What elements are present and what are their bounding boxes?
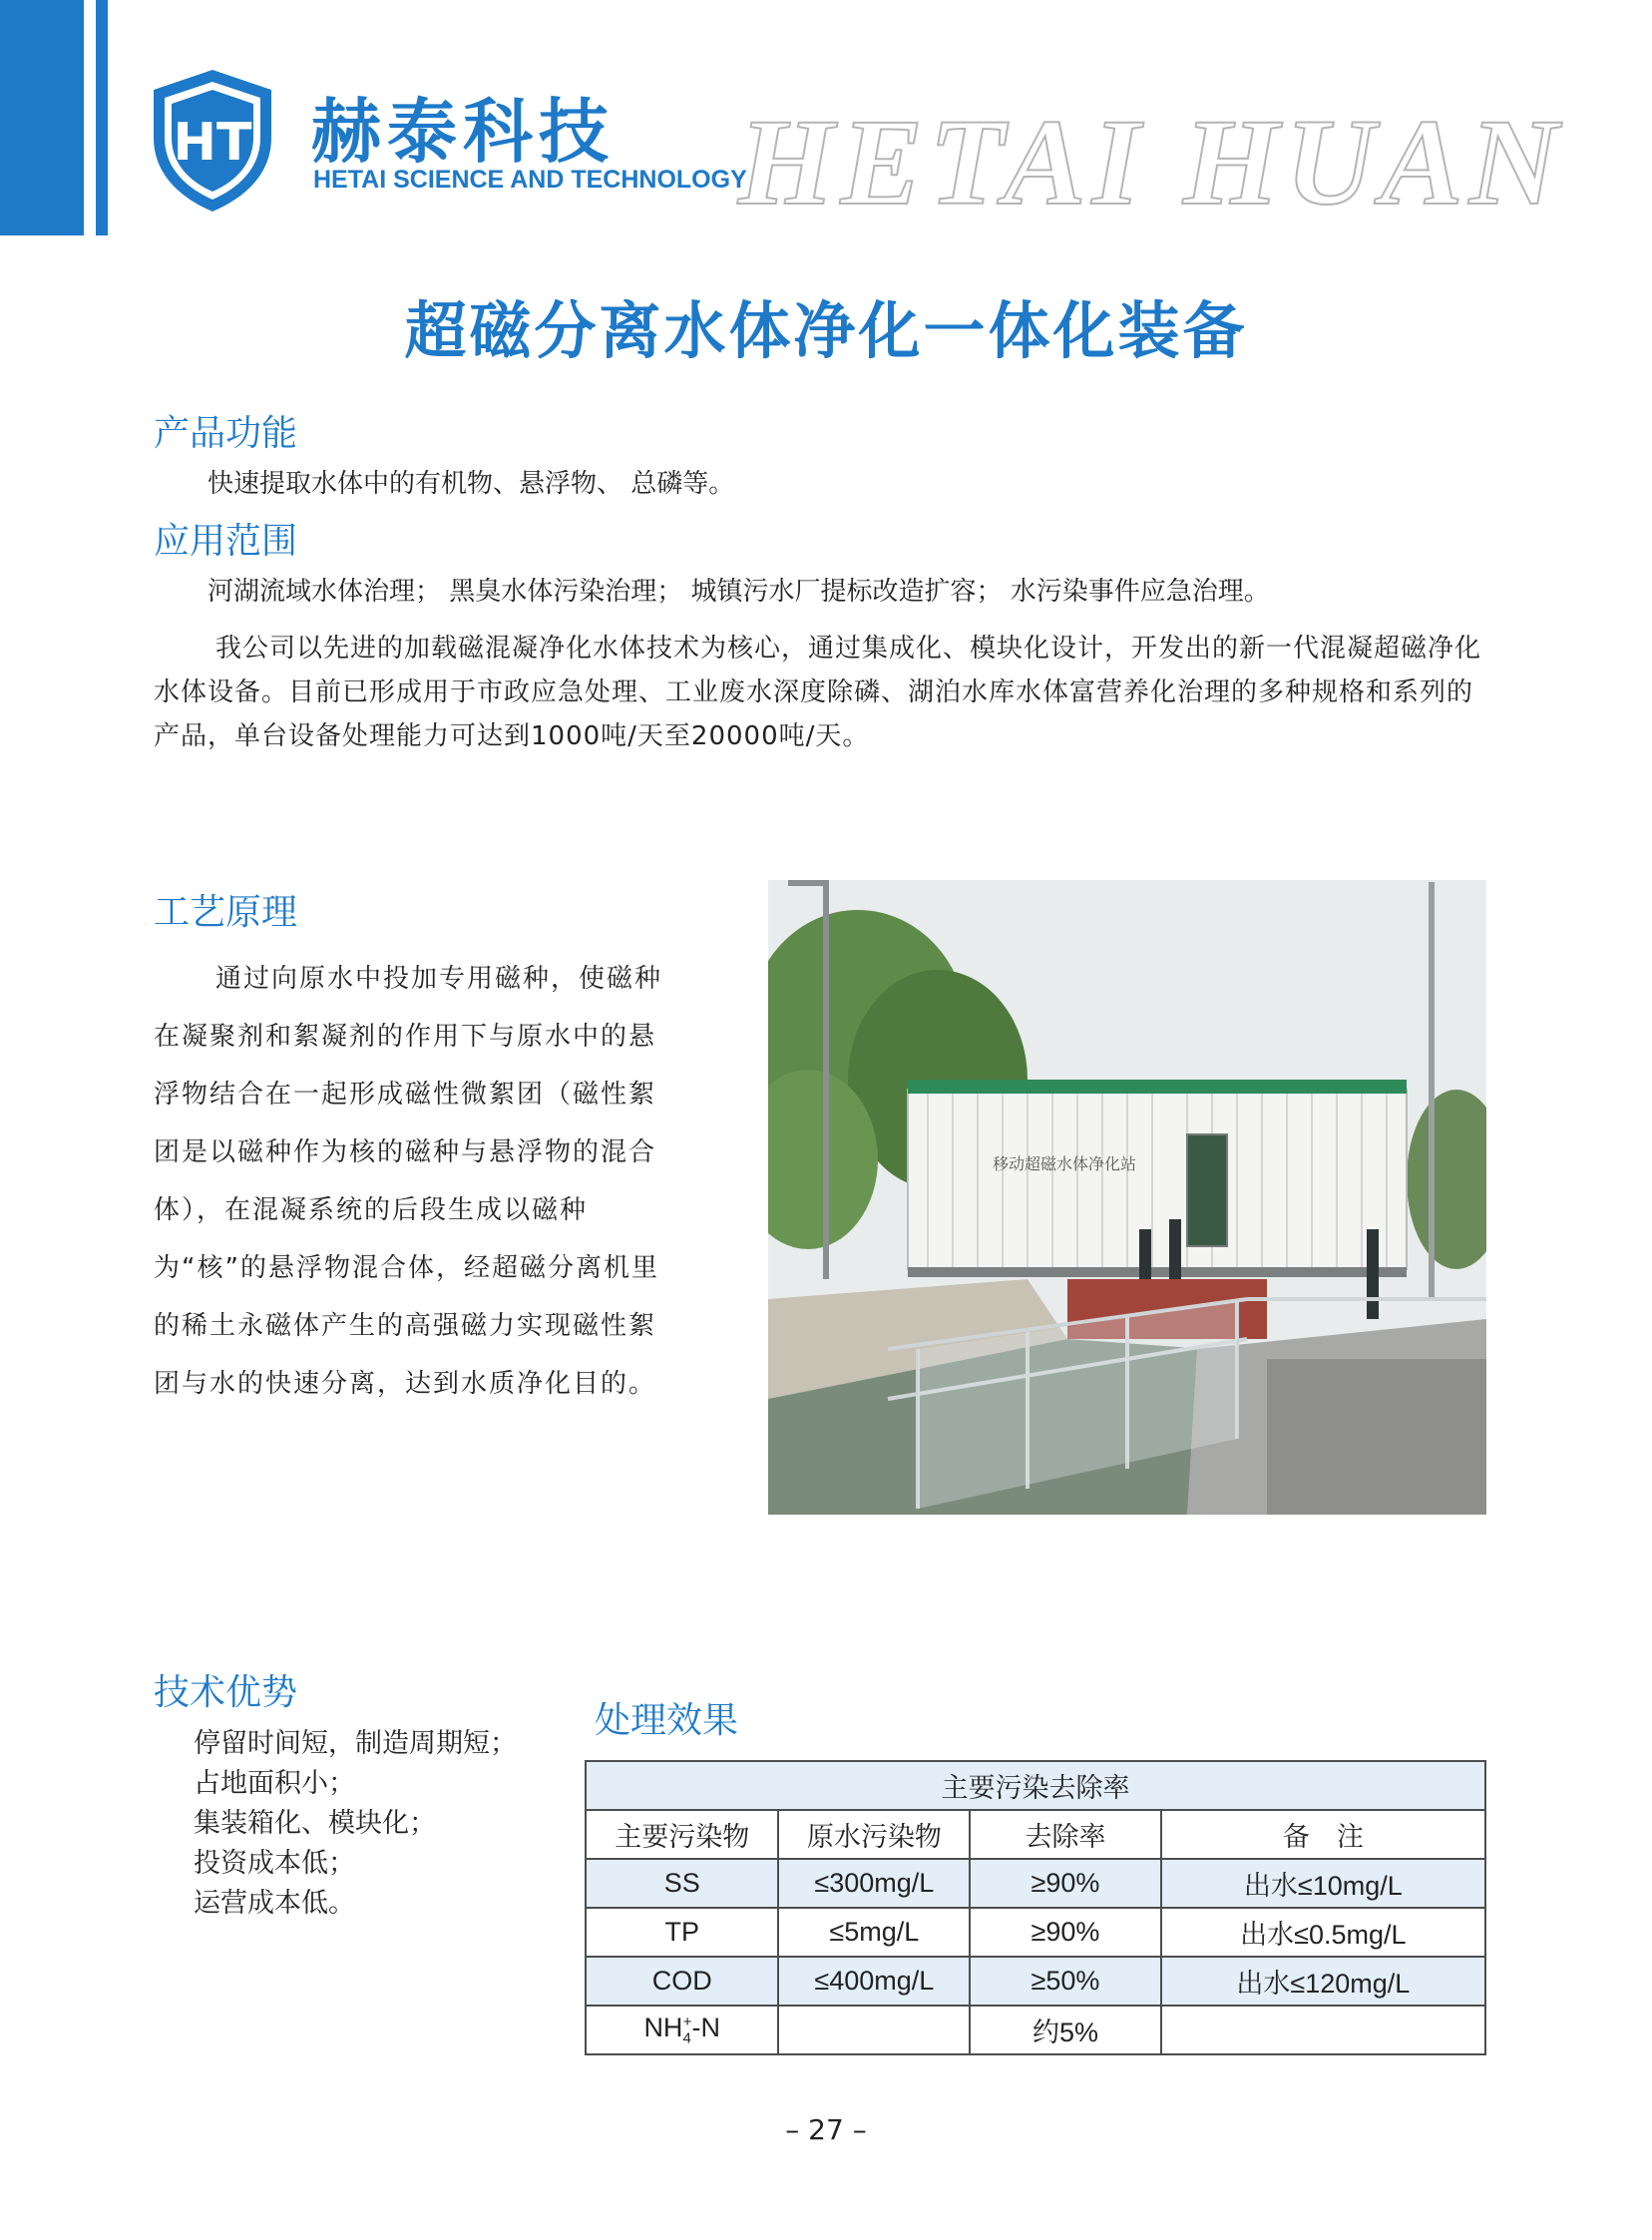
- list-item: 停留时间短，制造周期短；: [194, 1728, 517, 1759]
- function-heading: 产品功能: [154, 413, 298, 454]
- table-cell: 约5%: [970, 2006, 1161, 2054]
- advantages-heading: 技术优势: [154, 1672, 298, 1713]
- list-item: 运营成本低。: [194, 1888, 355, 1919]
- equipment-photo: [768, 880, 1486, 1515]
- process-heading: 工艺原理: [154, 892, 298, 933]
- process-paragraph: 通过向原水中投加专用磁种，使磁种在凝聚剂和絮凝剂的作用下与原水中的悬浮物结合在一起形成磁性微絮团（磁性絮团是以磁种作为核的磁种与悬浮物的混合体），在混凝系统的后段生成以磁种为“核”的悬浮物混合体，经超磁分离机里的稀土永磁体产生的高强磁力实现磁性絮团与水的快速分离，达到水质净化目的。: [154, 964, 663, 1399]
- table-cell: ≤400mg/L: [778, 1957, 970, 2006]
- pollutant-tail: -N: [691, 2013, 721, 2043]
- table-cell: ≤5mg/L: [778, 1908, 970, 1957]
- pollutant-superscript: +: [682, 2014, 692, 2031]
- table-cell: [1161, 2006, 1485, 2054]
- table-cell: 出水≤120mg/L: [1161, 1957, 1485, 2006]
- column-header: 去除率: [970, 1810, 1161, 1859]
- table-cell: [778, 2006, 970, 2054]
- list-item: 占地面积小；: [194, 1768, 355, 1799]
- brand-name-cn: 赫泰科技: [311, 91, 615, 173]
- logo-letters: HT: [173, 113, 252, 173]
- list-item: 投资成本低；: [194, 1848, 355, 1879]
- pollutant-subscript: 4: [682, 2029, 691, 2047]
- table-cell: COD: [586, 1957, 778, 2006]
- pollutant-base: NH: [643, 2013, 683, 2043]
- advantages-list: [194, 1724, 517, 1924]
- column-header: 原水污染物: [778, 1810, 970, 1859]
- table-cell: SS: [586, 1859, 778, 1908]
- intro-paragraph: 我公司以先进的加载磁混凝净化水体技术为核心，通过集成化、模块化设计，开发出的新一代混凝超磁净化水体设备。目前已形成用于市政应急处理、工业废水深度除磷、湖泊水库水体富营养化治理的多种规格和系列的产品，单台设备处理能力可达到1000吨/天至20000吨/天。: [154, 634, 1482, 751]
- table-title-row: [586, 1761, 1485, 1810]
- table-cell: ≥50%: [970, 1957, 1161, 2006]
- application-heading: 应用范围: [154, 521, 298, 562]
- results-table: [585, 1760, 1486, 2055]
- column-header: 备 注: [1161, 1810, 1485, 1859]
- table-row: [586, 1957, 1485, 2006]
- list-item: 集装箱化、模块化；: [194, 1808, 436, 1839]
- results-heading: 处理效果: [595, 1700, 739, 1741]
- table-row: [586, 1859, 1485, 1908]
- header-accent-bar: [0, 0, 84, 235]
- column-header: 主要污染物: [586, 1810, 778, 1859]
- table-cell: ≥90%: [970, 1908, 1161, 1957]
- application-text: 河湖流域水体治理； 黑臭水体污染治理； 城镇污水厂提标改造扩容； 水污染事件应急治理。: [207, 577, 1270, 607]
- station-sign: 移动超磁水体净化站: [993, 1154, 1137, 1173]
- table-cell: TP: [586, 1908, 778, 1957]
- table-header-row: [586, 1810, 1485, 1859]
- page-number: – 27 –: [785, 2113, 867, 2146]
- table-cell: [586, 2006, 778, 2054]
- table-row: [586, 1908, 1485, 1957]
- header-watermark: HETAI HUAN: [738, 94, 1565, 230]
- brand-name-en: HETAI SCIENCE AND TECHNOLOGY: [313, 166, 747, 194]
- function-text: 快速提取水体中的有机物、悬浮物、 总磷等。: [207, 469, 735, 499]
- table-cell: ≥90%: [970, 1859, 1161, 1908]
- header-accent-stripe: [96, 0, 108, 235]
- shield-logo-icon: [148, 66, 277, 216]
- table-title: 主要污染去除率: [586, 1761, 1485, 1810]
- table-cell: ≤300mg/L: [778, 1859, 970, 1908]
- page-title: 超磁分离水体净化一体化装备: [404, 294, 1248, 367]
- table-row: [586, 2006, 1485, 2054]
- table-cell: 出水≤0.5mg/L: [1161, 1908, 1485, 1957]
- table-cell: 出水≤10mg/L: [1161, 1859, 1485, 1908]
